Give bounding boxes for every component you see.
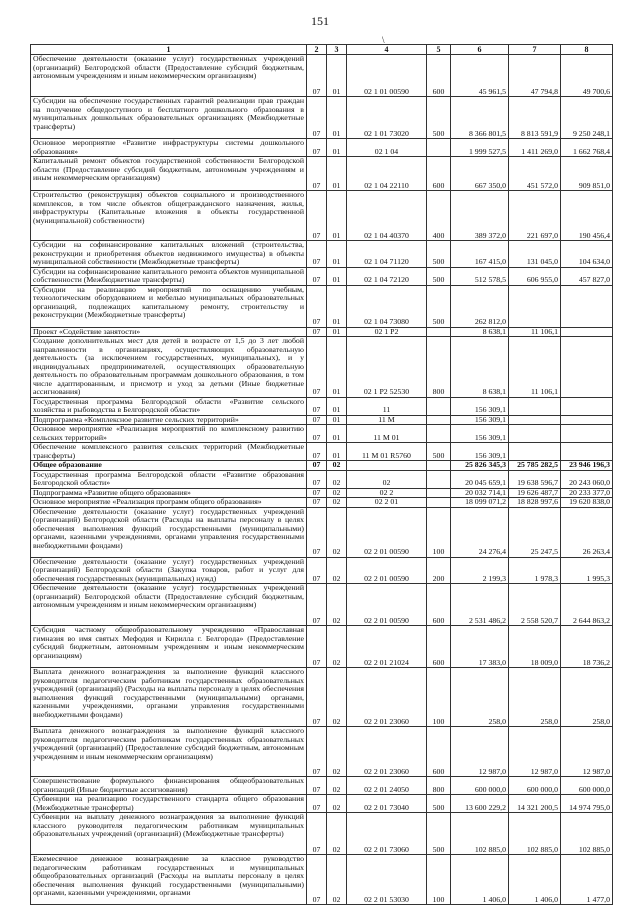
amount-year-2: 102 885,0 <box>509 813 561 855</box>
amount-year-2 <box>509 415 561 425</box>
section-code: 07 <box>307 55 327 97</box>
budget-table <box>30 44 613 905</box>
section-code: 07 <box>307 507 327 557</box>
amount-year-2: 1 411 269,0 <box>509 139 561 157</box>
target-article-code: 02 1 04 71120 <box>347 241 427 268</box>
amount-year-3: 1 662 768,4 <box>561 139 613 157</box>
row-name: Обеспечение деятельности (оказание услуг) государственных учреждений (организаций) Белгородской области (Закупка товаров, работ и услуг для обеспечения государственных (муниципальных) нужд) <box>31 557 307 584</box>
amount-year-1: 258,0 <box>451 668 509 727</box>
subsection-code: 01 <box>327 97 347 139</box>
amount-year-2: 14 321 200,5 <box>509 795 561 813</box>
section-code: 07 <box>307 777 327 795</box>
expense-type-code: 500 <box>427 267 451 285</box>
amount-year-3: 457 827,0 <box>561 267 613 285</box>
amount-year-1: 45 961,5 <box>451 55 509 97</box>
section-code: 07 <box>307 668 327 727</box>
table-row <box>31 777 613 795</box>
target-article-code: 02 2 01 53030 <box>347 855 427 905</box>
amount-year-1: 156 309,1 <box>451 443 509 461</box>
table-row <box>31 855 613 905</box>
target-article-code: 11 М <box>347 415 427 425</box>
row-name: Субсидии на софинансирование капитальных вложений (строительства, реконструкции и приобретения объектов недвижимого имущества) в объекты муниципальной собственности (Межбюджетные трансферты) <box>31 241 307 268</box>
amount-year-2: 2 558 520,7 <box>509 584 561 626</box>
amount-year-3: 14 974 795,0 <box>561 795 613 813</box>
amount-year-2: 8 813 591,9 <box>509 97 561 139</box>
amount-year-2: 11 106,1 <box>509 337 561 398</box>
subsection-code: 01 <box>327 425 347 443</box>
row-name: Выплата денежного вознаграждения за выполнение функций классного руководителя педагогическим работникам государственных образовательных учреждений (организаций) (Расходы на выплаты персоналу в целях обеспечения выполнения функций государственными (муниципальными) органами, казенными учреждениями, органами управления государственными внебюджетными фондами) <box>31 668 307 727</box>
table-row <box>31 795 613 813</box>
table-row <box>31 443 613 461</box>
row-name: Субсидии на софинансирование капитального ремонта объектов муниципальной собственности (Межбюджетные трансферты) <box>31 267 307 285</box>
expense-type-code: 800 <box>427 337 451 398</box>
row-name: Подпрограмма «Комплексное развитие сельских территорий» <box>31 415 307 425</box>
subsection-code: 02 <box>327 584 347 626</box>
target-article-code: 02 2 01 <box>347 498 427 508</box>
amount-year-2: 18 009,0 <box>509 626 561 668</box>
row-name: Субсидии на реализацию мероприятий по оснащению учебным, технологическим оборудованием и мебелью муниципальных образовательных организаций, подлежащих капитальному ремонту, строительству и реконструкции (Межбюджетные трансферты) <box>31 285 307 327</box>
amount-year-1: 156 309,1 <box>451 425 509 443</box>
subsection-code: 01 <box>327 415 347 425</box>
amount-year-2 <box>509 425 561 443</box>
expense-type-code: 200 <box>427 557 451 584</box>
section-code: 07 <box>307 470 327 488</box>
amount-year-3: 19 620 838,0 <box>561 498 613 508</box>
row-name: Проект «Содействие занятости» <box>31 327 307 337</box>
target-article-code: 02 1 04 22110 <box>347 157 427 191</box>
table-row <box>31 241 613 268</box>
amount-year-3: 190 456,4 <box>561 191 613 241</box>
target-article-code: 02 2 01 23060 <box>347 668 427 727</box>
target-article-code: 02 1 04 73080 <box>347 285 427 327</box>
row-name: Капитальный ремонт объектов государственной собственности Белгородской области (Предоставление субсидий бюджетным, автономным учреждениям и иным некоммерческим организациям) <box>31 157 307 191</box>
amount-year-3 <box>561 425 613 443</box>
expense-type-code: 500 <box>427 443 451 461</box>
stray-mark: \ <box>382 35 385 45</box>
amount-year-2: 25 785 282,5 <box>509 461 561 471</box>
table-row <box>31 97 613 139</box>
target-article-code: 02 2 01 21024 <box>347 626 427 668</box>
subsection-code: 01 <box>327 267 347 285</box>
amount-year-1: 17 383,0 <box>451 626 509 668</box>
header-cell: 2 <box>307 45 327 55</box>
section-code: 07 <box>307 327 327 337</box>
table-row <box>31 461 613 471</box>
table-row <box>31 507 613 557</box>
target-article-code: 02 1 04 40370 <box>347 191 427 241</box>
section-code: 07 <box>307 241 327 268</box>
expense-type-code <box>427 139 451 157</box>
table-row <box>31 267 613 285</box>
expense-type-code: 600 <box>427 727 451 777</box>
subsection-code: 02 <box>327 507 347 557</box>
expense-type-code: 600 <box>427 626 451 668</box>
row-name: Выплата денежного вознаграждения за выполнение функций классного руководителя педагогическим работникам государственных образовательных учреждений (организаций) (Предоставление субсидий бюджетным, автономным учреждениям и иным некоммерческим организациям) <box>31 727 307 777</box>
target-article-code: 02 2 01 23060 <box>347 727 427 777</box>
subsection-code: 02 <box>327 470 347 488</box>
amount-year-3: 20 233 377,0 <box>561 488 613 498</box>
row-name: Ежемесячное денежное вознаграждение за классное руководство педагогическим работникам государственных и муниципальных общеобразовательных организаций (Расходы на выплаты персоналу в целях обеспечения выполнения функций государственными (муниципальными) органами, казенными учреждениями, органами <box>31 855 307 905</box>
table-row <box>31 557 613 584</box>
amount-year-1: 12 987,0 <box>451 727 509 777</box>
amount-year-2: 1 978,3 <box>509 557 561 584</box>
target-article-code: 11 <box>347 397 427 415</box>
row-name: Подпрограмма «Развитие общего образования» <box>31 488 307 498</box>
amount-year-1: 156 309,1 <box>451 415 509 425</box>
amount-year-3: 909 851,0 <box>561 157 613 191</box>
row-name: Субсидии на обеспечение государственных гарантий реализации прав граждан на получение общедоступного и бесплатного дошкольного образования в муниципальных дошкольных образовательных организациях (Межбюджетные трансферты) <box>31 97 307 139</box>
row-name: Субсидия частному общеобразовательному учреждению «Православная гимназия во имя святых Мефодия и Кирилла г. Белгорода» (Предоставление субсидий бюджетным, автономным учреждениям и иным некоммерческим организациям) <box>31 626 307 668</box>
table-row <box>31 425 613 443</box>
subsection-code: 02 <box>327 557 347 584</box>
header-cell: 8 <box>561 45 613 55</box>
amount-year-1: 2 531 486,2 <box>451 584 509 626</box>
section-code: 07 <box>307 157 327 191</box>
amount-year-2 <box>509 285 561 327</box>
expense-type-code: 100 <box>427 507 451 557</box>
amount-year-3: 12 987,0 <box>561 727 613 777</box>
amount-year-2: 11 106,1 <box>509 327 561 337</box>
amount-year-1: 8 638,1 <box>451 327 509 337</box>
expense-type-code <box>427 498 451 508</box>
amount-year-1: 18 099 071,2 <box>451 498 509 508</box>
subsection-code: 01 <box>327 285 347 327</box>
subsection-code: 01 <box>327 337 347 398</box>
amount-year-3: 258,0 <box>561 668 613 727</box>
amount-year-1: 262 812,0 <box>451 285 509 327</box>
amount-year-3: 20 243 060,0 <box>561 470 613 488</box>
amount-year-1: 20 045 659,1 <box>451 470 509 488</box>
amount-year-1: 25 826 345,3 <box>451 461 509 471</box>
target-article-code: 02 1 01 00590 <box>347 55 427 97</box>
expense-type-code: 500 <box>427 795 451 813</box>
amount-year-2: 221 697,0 <box>509 191 561 241</box>
amount-year-1: 1 406,0 <box>451 855 509 905</box>
amount-year-1: 13 600 229,2 <box>451 795 509 813</box>
subsection-code: 01 <box>327 241 347 268</box>
amount-year-2: 258,0 <box>509 668 561 727</box>
expense-type-code <box>427 415 451 425</box>
expense-type-code: 100 <box>427 668 451 727</box>
target-article-code: 02 2 01 00590 <box>347 584 427 626</box>
amount-year-3 <box>561 327 613 337</box>
row-name: Основное мероприятие «Реализация программ общего образования» <box>31 498 307 508</box>
section-code: 07 <box>307 557 327 584</box>
section-code: 07 <box>307 415 327 425</box>
target-article-code: 11 М 01 R5760 <box>347 443 427 461</box>
amount-year-1: 24 276,4 <box>451 507 509 557</box>
table-row <box>31 139 613 157</box>
table-row <box>31 337 613 398</box>
amount-year-2: 25 247,5 <box>509 507 561 557</box>
amount-year-3: 104 634,0 <box>561 241 613 268</box>
subsection-code: 02 <box>327 488 347 498</box>
table-body <box>31 55 613 905</box>
page-number: 151 <box>311 14 329 28</box>
table-row <box>31 626 613 668</box>
subsection-code: 01 <box>327 55 347 97</box>
target-article-code: 02 2 <box>347 488 427 498</box>
row-name: Субвенции на выплату денежного вознаграждения за выполнение функций классного руководителя педагогическим работникам муниципальных образовательных учреждений (организаций) (Межбюджетные трансферты) <box>31 813 307 855</box>
section-code: 07 <box>307 461 327 471</box>
expense-type-code: 100 <box>427 855 451 905</box>
row-name: Обеспечение комплексного развития сельских территорий (Межбюджетные трансферты) <box>31 443 307 461</box>
section-code: 07 <box>307 97 327 139</box>
row-name: Обеспечение деятельности (оказание услуг) государственных учреждений (организаций) Белгородской области (Предоставление субсидий бюджетным, автономным учреждениям и иным некоммерческим организациям) <box>31 584 307 626</box>
section-code: 07 <box>307 337 327 398</box>
section-code: 07 <box>307 488 327 498</box>
row-name: Общее образование <box>31 461 307 471</box>
section-code: 07 <box>307 727 327 777</box>
target-article-code: 02 1 04 <box>347 139 427 157</box>
table-row <box>31 55 613 97</box>
amount-year-3: 23 946 196,3 <box>561 461 613 471</box>
amount-year-2 <box>509 397 561 415</box>
row-name: Основное мероприятие «Реализация мероприятий по комплексному развитию сельских территорий» <box>31 425 307 443</box>
section-code: 07 <box>307 626 327 668</box>
subsection-code: 02 <box>327 777 347 795</box>
amount-year-1: 102 885,0 <box>451 813 509 855</box>
row-name: Государственная программа Белгородской области «Развитие образования Белгородской области» <box>31 470 307 488</box>
header-cell: 4 <box>347 45 427 55</box>
table-row <box>31 668 613 727</box>
section-code: 07 <box>307 191 327 241</box>
row-name: Обеспечение деятельности (оказание услуг) государственных учреждений (организаций) Белгородской области (Расходы на выплаты персоналу в целях обеспечения выполнения функций государственными (муниципальными) органами, казенными учреждениями, органами управления государственными внебюджетными фондами) <box>31 507 307 557</box>
amount-year-3: 9 250 248,1 <box>561 97 613 139</box>
row-name: Обеспечение деятельности (оказание услуг) государственных учреждений (организаций) Белгородской области (Предоставление субсидий бюджетным, автономным учреждениям и иным некоммерческим организациям) <box>31 55 307 97</box>
table-row <box>31 397 613 415</box>
subsection-code: 01 <box>327 191 347 241</box>
expense-type-code: 600 <box>427 157 451 191</box>
section-code: 07 <box>307 425 327 443</box>
expense-type-code: 400 <box>427 191 451 241</box>
target-article-code: 02 1 01 73020 <box>347 97 427 139</box>
section-code: 07 <box>307 443 327 461</box>
subsection-code: 02 <box>327 626 347 668</box>
amount-year-1: 8 366 801,5 <box>451 97 509 139</box>
expense-type-code <box>427 397 451 415</box>
expense-type-code <box>427 461 451 471</box>
expense-type-code: 600 <box>427 584 451 626</box>
table-row <box>31 157 613 191</box>
amount-year-2: 18 828 997,6 <box>509 498 561 508</box>
subsection-code: 02 <box>327 668 347 727</box>
row-name: Основное мероприятие «Развитие инфраструктуры системы дошкольного образования» <box>31 139 307 157</box>
amount-year-1: 2 199,3 <box>451 557 509 584</box>
amount-year-1: 8 638,1 <box>451 337 509 398</box>
header-cell: 1 <box>31 45 307 55</box>
header-row <box>31 45 613 55</box>
table-row <box>31 584 613 626</box>
target-article-code: 11 М 01 <box>347 425 427 443</box>
amount-year-3 <box>561 285 613 327</box>
target-article-code: 02 <box>347 470 427 488</box>
expense-type-code <box>427 470 451 488</box>
row-name: Строительство (реконструкция) объектов социального и производственного комплексов, в том числе объектов общегражданского назначения, жилья, инфраструктуры (Капитальные вложения в объекты государственной (муниципальной) собственности) <box>31 191 307 241</box>
target-article-code: 02 2 01 73040 <box>347 795 427 813</box>
section-code: 07 <box>307 267 327 285</box>
amount-year-3 <box>561 397 613 415</box>
table-row <box>31 285 613 327</box>
amount-year-1: 667 350,0 <box>451 157 509 191</box>
subsection-code: 01 <box>327 443 347 461</box>
amount-year-1: 167 415,0 <box>451 241 509 268</box>
amount-year-3: 1 477,0 <box>561 855 613 905</box>
subsection-code: 01 <box>327 327 347 337</box>
section-code: 07 <box>307 139 327 157</box>
amount-year-2: 1 406,0 <box>509 855 561 905</box>
subsection-code: 02 <box>327 461 347 471</box>
row-name: Создание дополнительных мест для детей в возрасте от 1,5 до 3 лет любой направленности в организациях, осуществляющих образовательную деятельность (за исключением государственных, муниципальных), и у индивидуальных предпринимателей, осуществляющих образовательную деятельность по образовательным программам дошкольного образования, в том числе адаптированным, и присмотр и уход за детьми (Иные бюджетные ассигнования) <box>31 337 307 398</box>
expense-type-code: 800 <box>427 777 451 795</box>
expense-type-code <box>427 425 451 443</box>
section-code: 07 <box>307 813 327 855</box>
target-article-code: 02 1 04 72120 <box>347 267 427 285</box>
subsection-code: 02 <box>327 795 347 813</box>
amount-year-3: 2 644 863,2 <box>561 584 613 626</box>
amount-year-3: 49 700,6 <box>561 55 613 97</box>
header-cell: 6 <box>451 45 509 55</box>
table-row <box>31 727 613 777</box>
header-cell: 3 <box>327 45 347 55</box>
target-article-code: 02 1 P2 52530 <box>347 337 427 398</box>
amount-year-3 <box>561 415 613 425</box>
section-code: 07 <box>307 795 327 813</box>
amount-year-1: 512 578,5 <box>451 267 509 285</box>
subsection-code: 01 <box>327 139 347 157</box>
amount-year-3 <box>561 443 613 461</box>
row-name: Субвенции на реализацию государственного стандарта общего образования (Межбюджетные трансферты) <box>31 795 307 813</box>
target-article-code: 02 2 01 00590 <box>347 557 427 584</box>
expense-type-code: 500 <box>427 241 451 268</box>
expense-type-code: 600 <box>427 55 451 97</box>
subsection-code: 02 <box>327 727 347 777</box>
expense-type-code: 500 <box>427 97 451 139</box>
amount-year-3: 102 885,0 <box>561 813 613 855</box>
header-cell: 7 <box>509 45 561 55</box>
amount-year-2: 19 626 487,7 <box>509 488 561 498</box>
expense-type-code <box>427 488 451 498</box>
amount-year-3: 1 995,3 <box>561 557 613 584</box>
table-row <box>31 813 613 855</box>
target-article-code: 02 1 P2 <box>347 327 427 337</box>
amount-year-2: 12 987,0 <box>509 727 561 777</box>
expense-type-code <box>427 327 451 337</box>
section-code: 07 <box>307 397 327 415</box>
section-code: 07 <box>307 855 327 905</box>
amount-year-2: 606 955,0 <box>509 267 561 285</box>
amount-year-1: 600 000,0 <box>451 777 509 795</box>
expense-type-code: 500 <box>427 285 451 327</box>
amount-year-2: 451 572,0 <box>509 157 561 191</box>
subsection-code: 02 <box>327 855 347 905</box>
target-article-code: 02 2 01 00590 <box>347 507 427 557</box>
target-article-code: 02 2 01 73060 <box>347 813 427 855</box>
subsection-code: 01 <box>327 397 347 415</box>
amount-year-2: 131 045,0 <box>509 241 561 268</box>
amount-year-2: 47 794,8 <box>509 55 561 97</box>
amount-year-2 <box>509 443 561 461</box>
target-article-code: 02 2 01 24050 <box>347 777 427 795</box>
amount-year-2: 19 638 596,7 <box>509 470 561 488</box>
amount-year-1: 156 309,1 <box>451 397 509 415</box>
amount-year-3: 18 736,2 <box>561 626 613 668</box>
amount-year-3: 600 000,0 <box>561 777 613 795</box>
amount-year-3 <box>561 337 613 398</box>
section-code: 07 <box>307 498 327 508</box>
expense-type-code: 500 <box>427 813 451 855</box>
table-row <box>31 191 613 241</box>
section-code: 07 <box>307 584 327 626</box>
subsection-code: 01 <box>327 157 347 191</box>
section-code: 07 <box>307 285 327 327</box>
amount-year-2: 600 000,0 <box>509 777 561 795</box>
row-name: Государственная программа Белгородской области «Развитие сельского хозяйства и рыбоводства в Белгородской области» <box>31 397 307 415</box>
table-row <box>31 470 613 488</box>
amount-year-3: 26 263,4 <box>561 507 613 557</box>
row-name: Совершенствование формульного финансирования общеобразовательных организаций (Иные бюджетные ассигнования) <box>31 777 307 795</box>
target-article-code <box>347 461 427 471</box>
amount-year-1: 389 372,0 <box>451 191 509 241</box>
amount-year-1: 1 999 527,5 <box>451 139 509 157</box>
table-row <box>31 498 613 508</box>
subsection-code: 02 <box>327 813 347 855</box>
amount-year-1: 20 032 714,1 <box>451 488 509 498</box>
header-cell: 5 <box>427 45 451 55</box>
subsection-code: 02 <box>327 498 347 508</box>
